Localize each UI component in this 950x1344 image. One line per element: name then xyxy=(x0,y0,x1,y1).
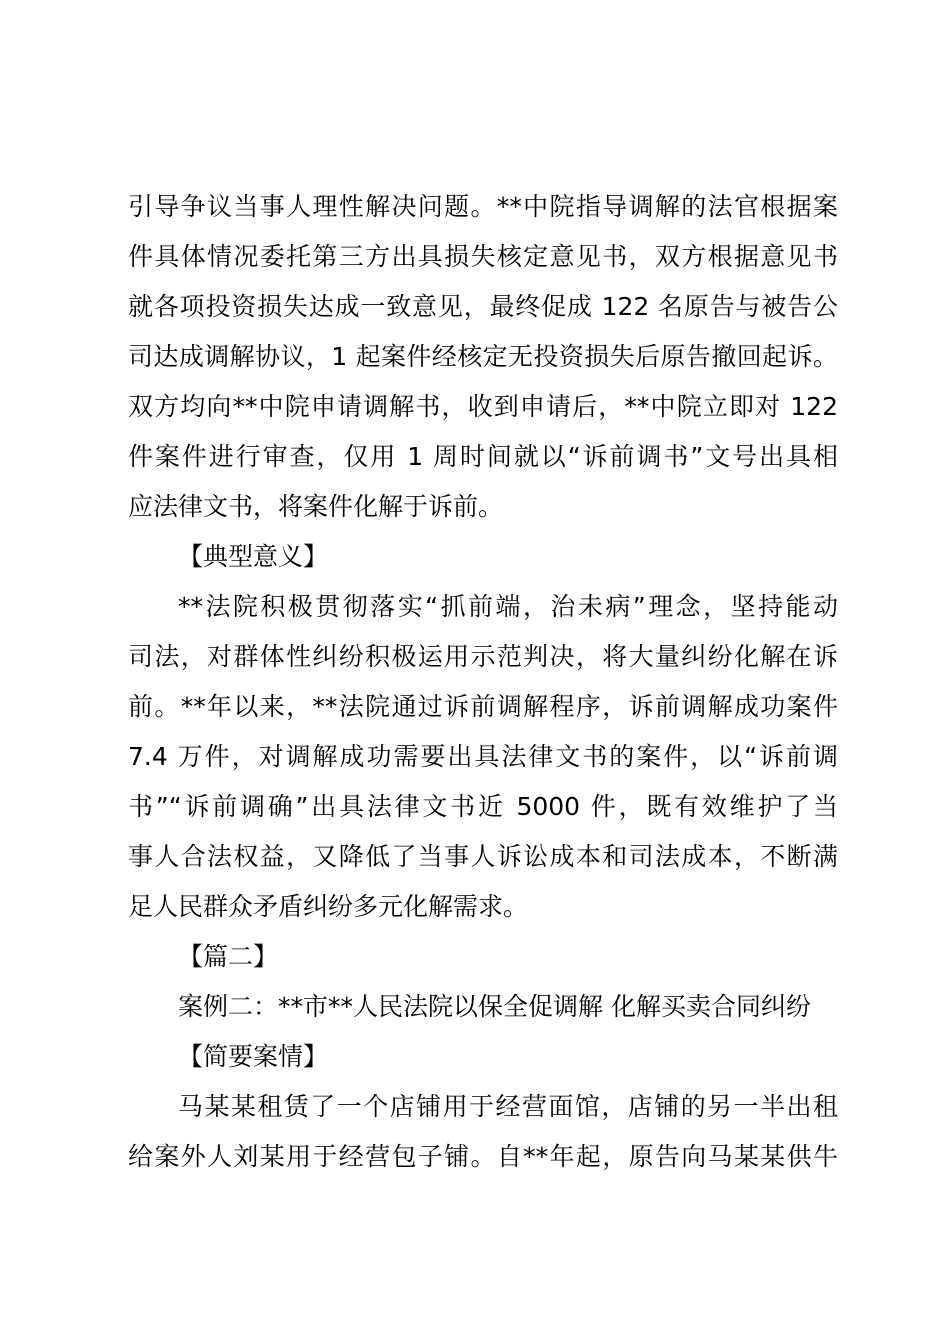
body-text-line: 件案件进行审查，仅用 1 周时间就以“诉前调书”文号出具相 xyxy=(128,442,838,471)
body-text-line: 事人合法权益，又降低了当事人诉讼成本和司法成本，不断满 xyxy=(128,842,838,871)
body-text-line: 足人民群众矛盾纠纷多元化解需求。 xyxy=(128,892,529,921)
body-text-line: 7.4 万件，对调解成功需要出具法律文书的案件，以“诉前调 xyxy=(128,742,838,771)
section-heading-significance: 【典型意义】 xyxy=(178,542,329,571)
body-text-line: 就各项投资损失达成一致意见，最终促成 122 名原告与被告公 xyxy=(128,292,838,321)
body-text-line: 司法，对群体性纠纷积极运用示范判决，将大量纠纷化解在诉 xyxy=(128,642,838,671)
body-text-line: 司达成调解协议，1 起案件经核定无投资损失后原告撤回起诉。 xyxy=(128,342,838,371)
body-text-line: 应法律文书，将案件化解于诉前。 xyxy=(128,492,504,521)
section-heading-part-two: 【篇二】 xyxy=(178,942,279,971)
body-text-line: 书”“诉前调确”出具法律文书近 5000 件，既有效维护了当 xyxy=(128,792,838,821)
body-text-line: **法院积极贯彻落实“抓前端，治未病”理念，坚持能动 xyxy=(178,592,838,621)
case-two-title: 案例二：**市**人民法院以保全促调解 化解买卖合同纠纷 xyxy=(178,992,811,1021)
body-text-line: 双方均向**中院申请调解书，收到申请后，**中院立即对 122 xyxy=(128,392,838,421)
body-text-line: 前。**年以来，**法院通过诉前调解程序，诉前调解成功案件 xyxy=(128,692,838,721)
body-text-line: 马某某租赁了一个店铺用于经营面馆，店铺的另一半出租 xyxy=(178,1092,838,1121)
section-heading-brief: 【简要案情】 xyxy=(178,1042,329,1071)
body-text-line: 给案外人刘某用于经营包子铺。自**年起，原告向马某某供牛 xyxy=(128,1142,838,1171)
body-text-line: 引导争议当事人理性解决问题。**中院指导调解的法官根据案 xyxy=(128,192,838,221)
body-text-line: 件具体情况委托第三方出具损失核定意见书，双方根据意见书 xyxy=(128,242,838,271)
